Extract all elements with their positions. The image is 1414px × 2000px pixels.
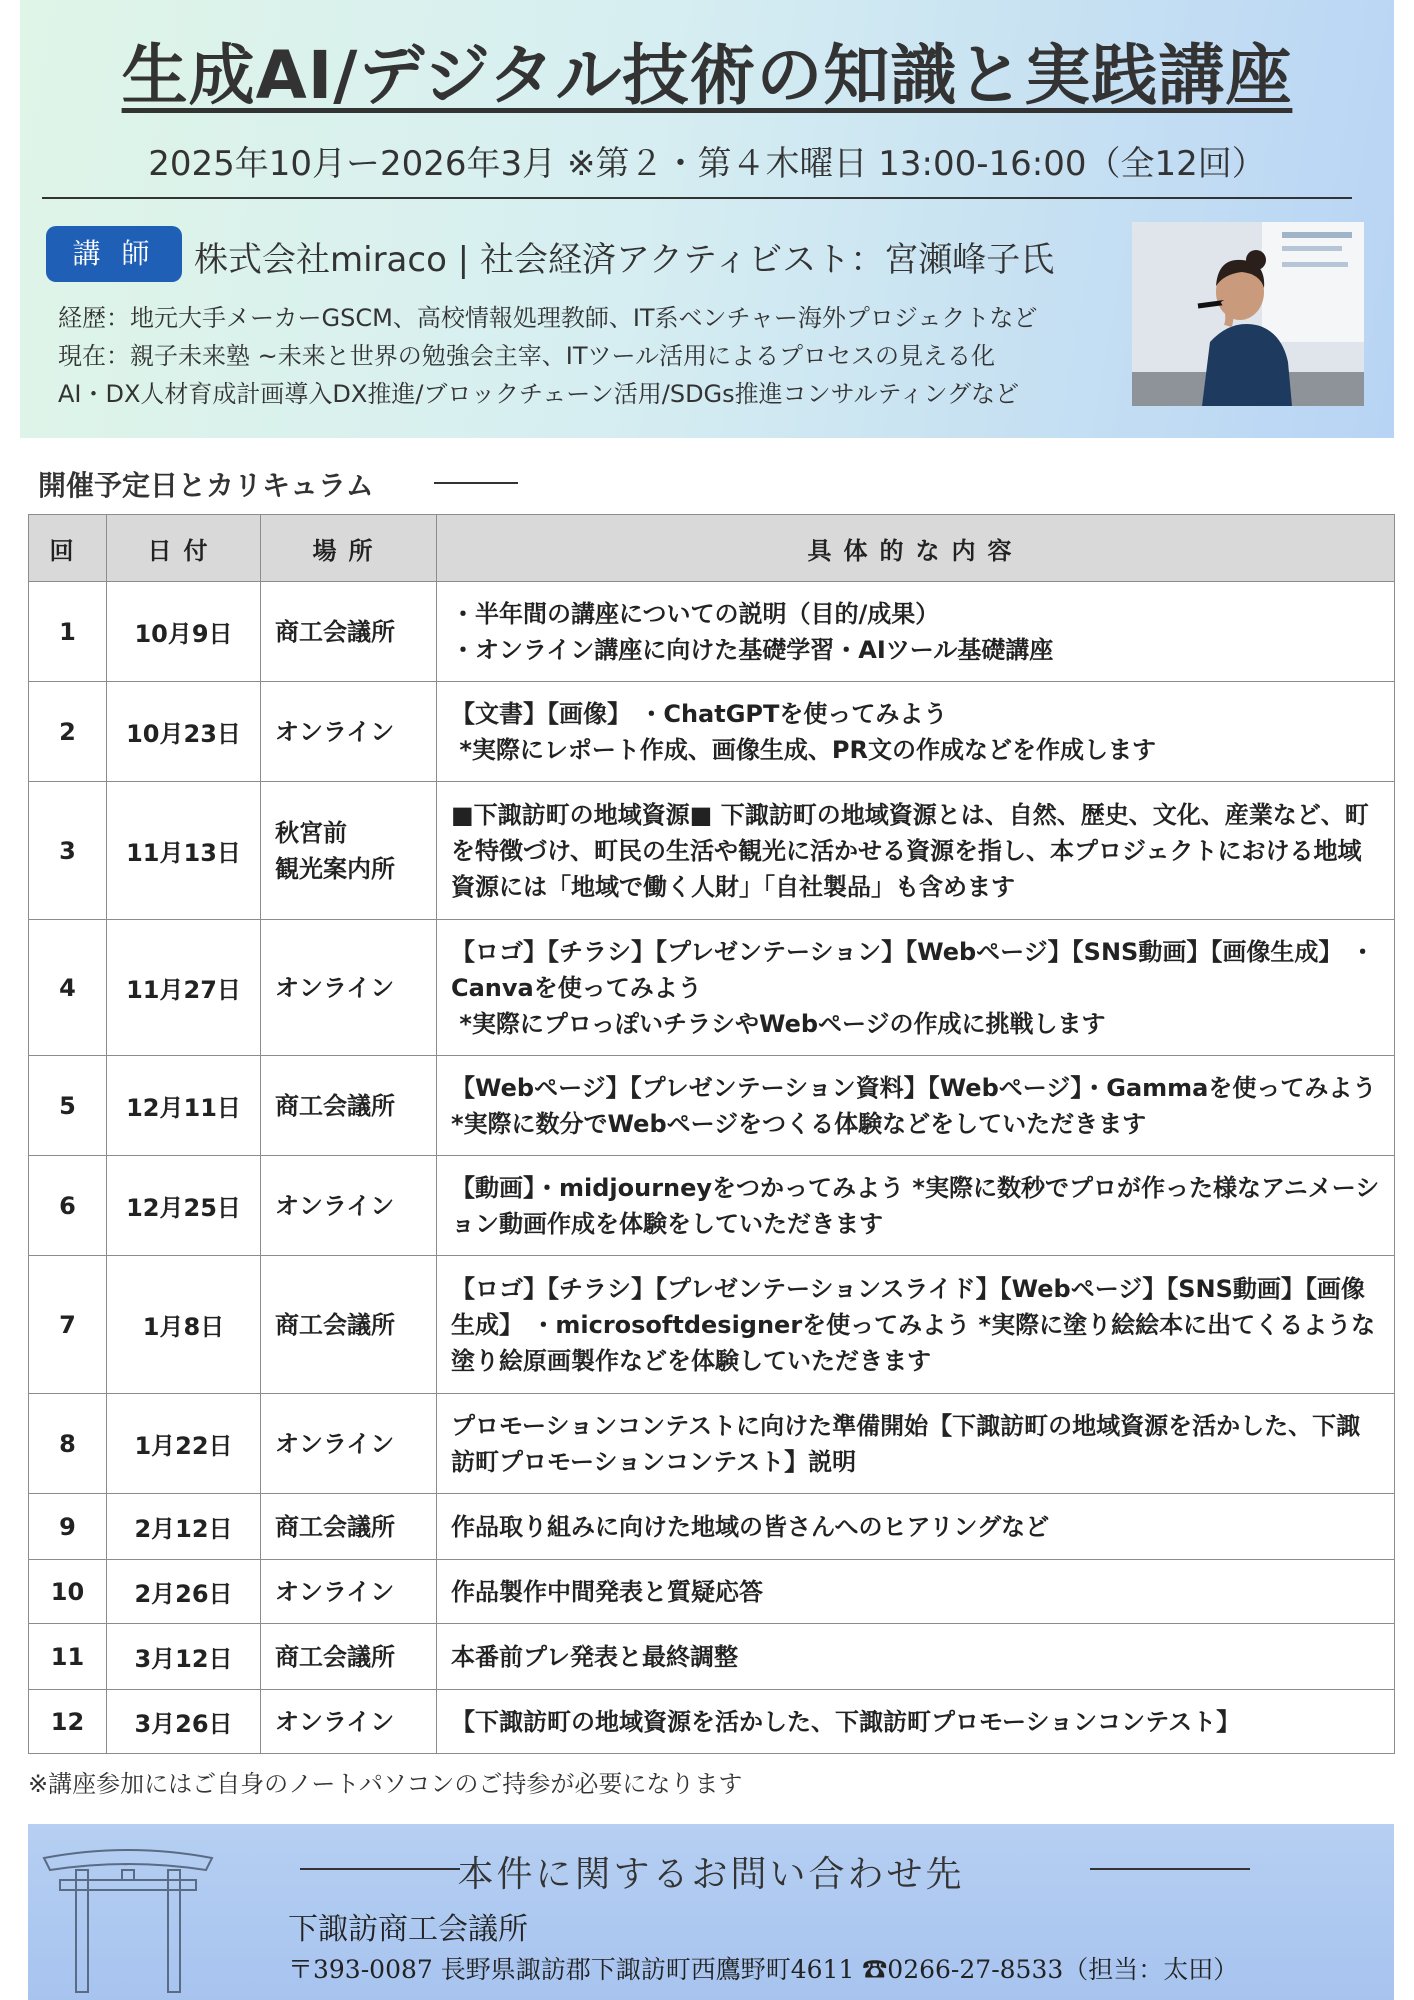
- table-row: [29, 1690, 1395, 1754]
- session-content: [437, 1690, 1395, 1754]
- header-date: 日付: [107, 515, 261, 582]
- header-content: 具体的な内容: [437, 515, 1395, 582]
- session-content: [437, 920, 1395, 1056]
- session-date: 11月27日: [107, 920, 261, 1056]
- table-row: [29, 1560, 1395, 1624]
- session-number: 12: [29, 1690, 107, 1754]
- session-content: [437, 1624, 1395, 1690]
- page-title: 生成AI/デジタル技術の知識と実践講座: [121, 37, 1293, 114]
- contact-title: 本件に関するお問い合わせ先: [457, 1854, 965, 1895]
- contact-address: 〒393-0087 長野県諏訪郡下諏訪町西鷹野町4611 ☎0266-27-8533（担当：太田）: [288, 1955, 1239, 1984]
- lecturer-bio-specialty: AI・DX人材育成計画導入DX推進/ブロックチェーン活用/SDGs推進コンサルティングなど: [58, 380, 1020, 408]
- session-content-line: 作品製作中間発表と質疑応答: [451, 1577, 763, 1606]
- table-row: [29, 1256, 1395, 1394]
- header-divider: [42, 197, 1352, 199]
- laptop-note: ※講座参加にはご自身のノートパソコンのご持参が必要になります: [28, 1770, 743, 1798]
- table-row: [29, 582, 1395, 682]
- session-date: 2月26日: [107, 1560, 261, 1624]
- curriculum-table: [28, 514, 1395, 1754]
- speaker-photo-illustration: [1132, 222, 1364, 406]
- session-number: 10: [29, 1560, 107, 1624]
- session-place: 秋宮前 観光案内所: [261, 782, 437, 920]
- session-date: 10月23日: [107, 682, 261, 782]
- session-content-line: *実際にレポート作成、画像生成、PR文の作成などを作成します: [451, 735, 1156, 764]
- session-content-line: 【動画】・midjourneyをつかってみよう *実際に数秒でプロが作った様なアニメーション動画作成を体験をしていただきます: [451, 1173, 1380, 1238]
- session-content: [437, 1256, 1395, 1394]
- session-content: [437, 1156, 1395, 1256]
- session-date: 2月12日: [107, 1494, 261, 1560]
- contact-organization: 下諏訪商工会議所: [288, 1912, 528, 1947]
- session-number: 1: [29, 582, 107, 682]
- session-number: 6: [29, 1156, 107, 1256]
- session-number: 3: [29, 782, 107, 920]
- session-content-line: *実際にプロっぽいチラシやWebページの作成に挑戦します: [451, 1009, 1106, 1038]
- session-content-line: 【ロゴ】【チラシ】【プレゼンテーションスライド】【Webページ】【SNS動画】【画像生成】 ・microsoftdesignerを使ってみよう *実際に塗り絵絵本に出てくるような塗り絵原画製作などを体験していただきます: [451, 1274, 1376, 1375]
- session-date: 1月8日: [107, 1256, 261, 1394]
- session-number: 11: [29, 1624, 107, 1690]
- table-row: [29, 1494, 1395, 1560]
- session-place: オンライン: [261, 1690, 437, 1754]
- session-content-line: ■下諏訪町の地域資源■ 下諏訪町の地域資源とは、自然、歴史、文化、産業など、町を特徴づけ、町民の生活や観光に活かせる資源を指し、本プロジェクトにおける地域資源には「地域で働く人財」「自社製品」も含めます: [451, 800, 1369, 901]
- course-period: 2025年10月ー2026年3月 ※第２・第４木曜日 13:00-16:00（全12回）: [148, 144, 1266, 184]
- session-date: 3月26日: [107, 1690, 261, 1754]
- table-row: [29, 682, 1395, 782]
- lecturer-name: 株式会社miraco | 社会経済アクティビスト：宮瀬峰子氏: [194, 240, 1055, 280]
- session-date: 3月12日: [107, 1624, 261, 1690]
- session-place: オンライン: [261, 1394, 437, 1494]
- header-number: 回: [29, 515, 107, 582]
- session-content: [437, 1560, 1395, 1624]
- header-place: 場所: [261, 515, 437, 582]
- session-content-line: プロモーションコンテストに向けた準備開始【下諏訪町の地域資源を活かした、下諏訪町プロモーションコンテスト】説明: [451, 1411, 1361, 1476]
- session-date: 12月11日: [107, 1056, 261, 1156]
- table-row: [29, 1056, 1395, 1156]
- session-content-line: 【下諏訪町の地域資源を活かした、下諏訪町プロモーションコンテスト】: [451, 1707, 1241, 1736]
- contact-footer: [28, 1824, 1394, 2000]
- session-number: 5: [29, 1056, 107, 1156]
- lecturer-bio-current: 現在：親子未来塾 ~未来と世界の勉強会主宰、ITツール活用によるプロセスの見える化: [58, 342, 995, 370]
- session-number: 9: [29, 1494, 107, 1560]
- table-row: [29, 920, 1395, 1056]
- session-place: 商工会議所: [261, 1494, 437, 1560]
- session-place: 商工会議所: [261, 582, 437, 682]
- table-row: [29, 1394, 1395, 1494]
- session-content-line: 作品取り組みに向けた地域の皆さんへのヒアリングなど: [451, 1512, 1050, 1541]
- session-number: 8: [29, 1394, 107, 1494]
- session-content: [437, 582, 1395, 682]
- session-date: 11月13日: [107, 782, 261, 920]
- lecturer-badge: 講 師: [46, 226, 182, 282]
- table-row: [29, 782, 1395, 920]
- session-date: 1月22日: [107, 1394, 261, 1494]
- session-content: [437, 1056, 1395, 1156]
- header-banner: [20, 0, 1394, 438]
- session-place: オンライン: [261, 920, 437, 1056]
- session-content: [437, 782, 1395, 920]
- session-content: [437, 682, 1395, 782]
- section-title-rule: [434, 482, 518, 484]
- session-content: [437, 1394, 1395, 1494]
- session-number: 4: [29, 920, 107, 1056]
- table-row: [29, 1624, 1395, 1690]
- session-content-line: 【ロゴ】【チラシ】【プレゼンテーション】【Webページ】【SNS動画】【画像生成】 ・Canvaを使ってみよう: [451, 937, 1375, 1002]
- session-place: 商工会議所: [261, 1624, 437, 1690]
- session-place: オンライン: [261, 682, 437, 782]
- session-number: 2: [29, 682, 107, 782]
- curriculum-rows: [29, 582, 1395, 1754]
- speaker-photo: [1132, 222, 1364, 406]
- session-place: 商工会議所: [261, 1056, 437, 1156]
- session-place: 商工会議所: [261, 1256, 437, 1394]
- session-content-line: 【文書】【画像】 ・ChatGPTを使ってみよう: [451, 699, 948, 728]
- session-number: 7: [29, 1256, 107, 1394]
- lecturer-bio-career: 経歴：地元大手メーカーGSCM、高校情報処理教師、IT系ベンチャー海外プロジェクトなど: [58, 304, 1038, 332]
- session-place: オンライン: [261, 1156, 437, 1256]
- session-place: オンライン: [261, 1560, 437, 1624]
- session-content-line: 本番前プレ発表と最終調整: [451, 1642, 739, 1671]
- session-date: 10月9日: [107, 582, 261, 682]
- table-header-row: [29, 515, 1395, 582]
- session-content-line: ・オンライン講座に向けた基礎学習・AIツール基礎講座: [451, 635, 1054, 664]
- session-content-line: 【Webページ】【プレゼンテーション資料】【Webページ】・Gammaを使ってみよう *実際に数分でWebページをつくる体験などをしていただきます: [451, 1073, 1385, 1138]
- session-date: 12月25日: [107, 1156, 261, 1256]
- session-content: [437, 1494, 1395, 1560]
- table-row: [29, 1156, 1395, 1256]
- session-content-line: ・半年間の講座についての説明（目的/成果）: [451, 599, 940, 628]
- schedule-section-title: 開催予定日とカリキュラム: [38, 469, 374, 502]
